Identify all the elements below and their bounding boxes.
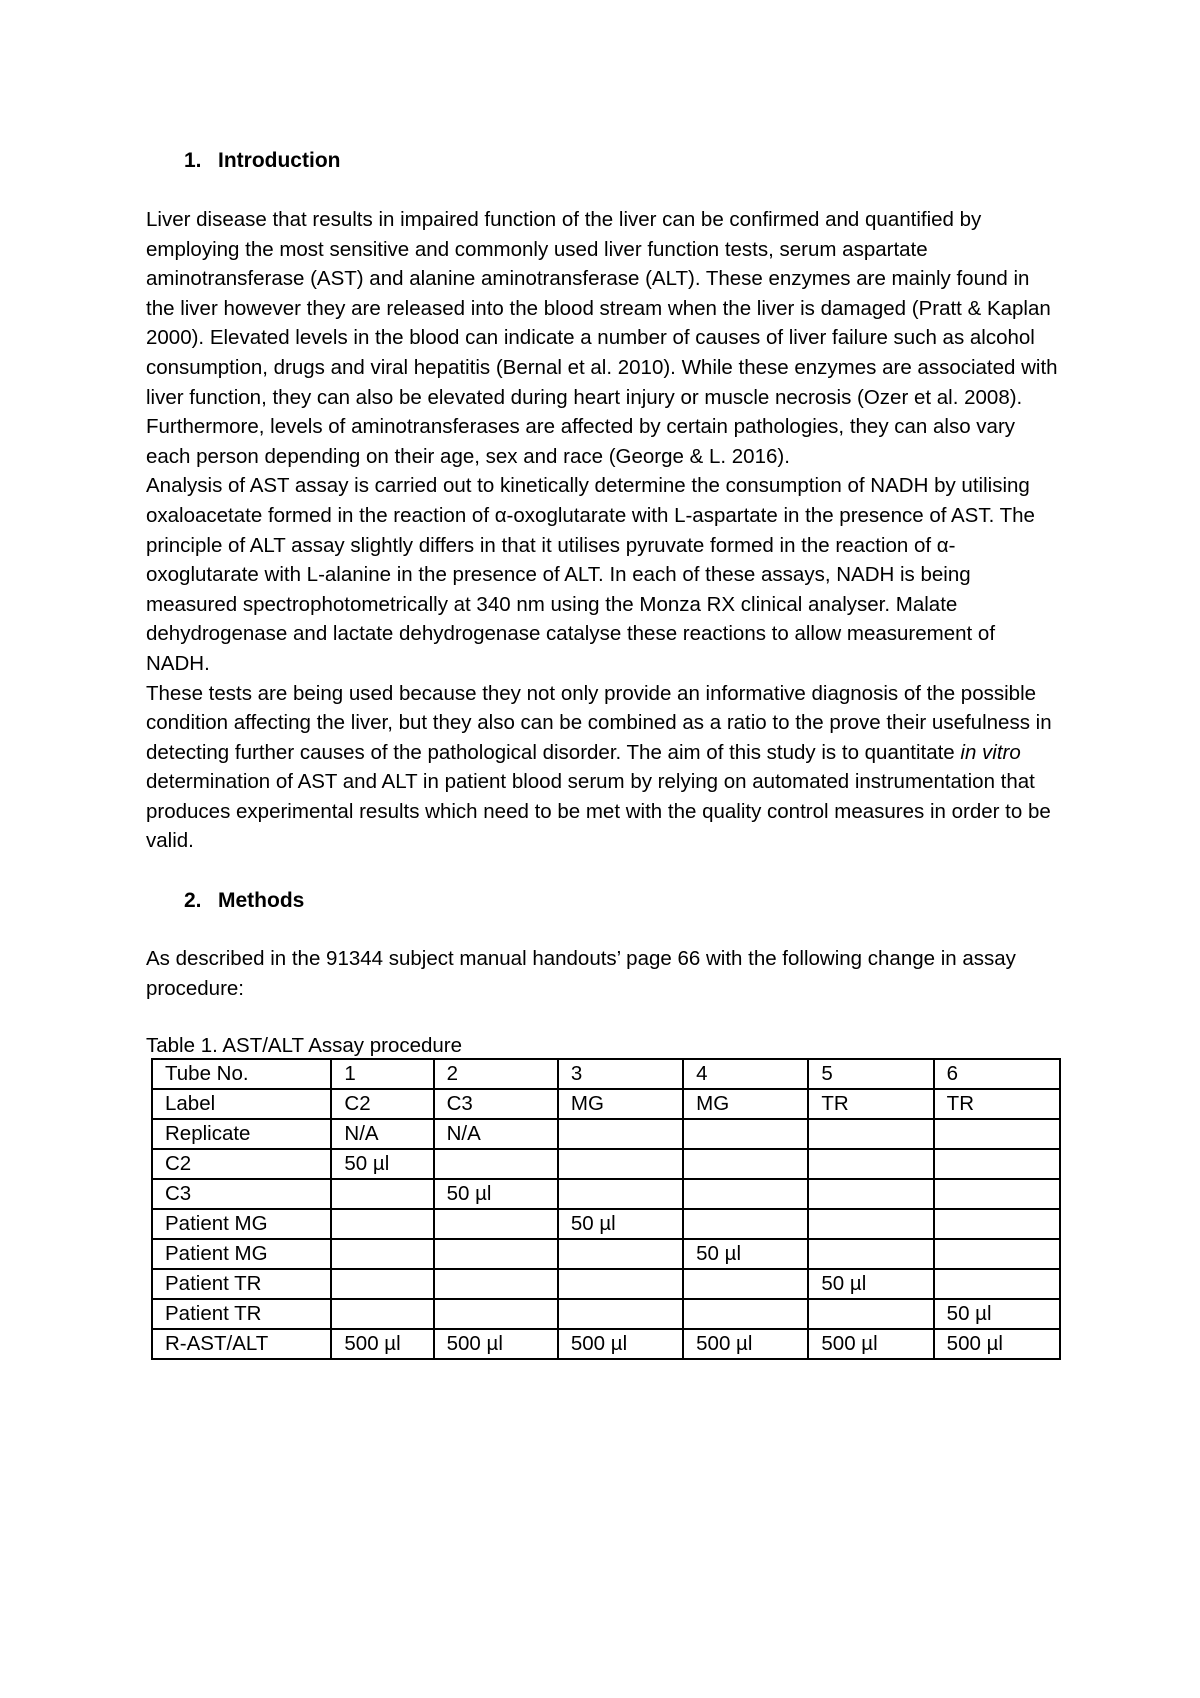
- assay-table-body: [152, 1059, 1060, 1359]
- assay-procedure-table: [151, 1058, 1061, 1360]
- table-cell: [683, 1209, 808, 1239]
- table-row: [152, 1329, 1060, 1359]
- table-cell: 500 µl: [558, 1329, 683, 1359]
- table-cell: [808, 1179, 933, 1209]
- table-cell: [934, 1239, 1060, 1269]
- intro-paragraph-3-part-1: These tests are being used because they not only provide an informative diagnosis of the possible condition affecting the liver, but they also can be combined as a ratio to the prove their usefulness in detecting further causes of the pathological disorder. The aim of this study is to quantitate: [146, 681, 1052, 764]
- table-cell: [331, 1269, 433, 1299]
- table-cell: MG: [683, 1089, 808, 1119]
- table-cell: [434, 1299, 558, 1329]
- table-row: [152, 1119, 1060, 1149]
- table-cell: 50 µl: [683, 1239, 808, 1269]
- table-header-cell: Tube No.: [152, 1059, 331, 1089]
- table-cell: 500 µl: [331, 1329, 433, 1359]
- table-cell: Patient TR: [152, 1269, 331, 1299]
- table-cell: 500 µl: [434, 1329, 558, 1359]
- table-row: [152, 1209, 1060, 1239]
- table-cell: 500 µl: [808, 1329, 933, 1359]
- table-header-cell: 3: [558, 1059, 683, 1089]
- methods-number: 2.: [184, 889, 202, 913]
- table-cell: [683, 1299, 808, 1329]
- table-row: [152, 1179, 1060, 1209]
- table-cell: TR: [934, 1089, 1060, 1119]
- table-cell: [808, 1149, 933, 1179]
- introduction-heading: [146, 146, 1060, 176]
- table-cell: [558, 1269, 683, 1299]
- table-row: [152, 1059, 1060, 1089]
- table-cell: 50 µl: [808, 1269, 933, 1299]
- table-cell: C2: [331, 1089, 433, 1119]
- table-row: [152, 1269, 1060, 1299]
- table-cell: [683, 1149, 808, 1179]
- table-cell: R-AST/ALT: [152, 1329, 331, 1359]
- table-cell: Replicate: [152, 1119, 331, 1149]
- table-cell: 50 µl: [434, 1179, 558, 1209]
- table-cell: [934, 1149, 1060, 1179]
- introduction-title: Introduction: [218, 149, 341, 172]
- table-row: [152, 1089, 1060, 1119]
- table-cell: C2: [152, 1149, 331, 1179]
- table-cell: Label: [152, 1089, 331, 1119]
- methods-heading: [146, 886, 1060, 916]
- table-header-cell: 1: [331, 1059, 433, 1089]
- table-cell: [683, 1179, 808, 1209]
- intro-paragraph-3-italic: in vitro: [960, 740, 1021, 764]
- table-cell: [558, 1299, 683, 1329]
- table-header-cell: 4: [683, 1059, 808, 1089]
- table-cell: [808, 1209, 933, 1239]
- table-cell: [808, 1239, 933, 1269]
- table-cell: [683, 1269, 808, 1299]
- table-cell: [558, 1179, 683, 1209]
- introduction-number: 1.: [184, 149, 202, 172]
- table-cell: [434, 1239, 558, 1269]
- table-cell: [331, 1239, 433, 1269]
- table-cell: N/A: [434, 1119, 558, 1149]
- table-header-cell: 6: [934, 1059, 1060, 1089]
- table-cell: C3: [434, 1089, 558, 1119]
- table-cell: [934, 1179, 1060, 1209]
- methods-title: Methods: [218, 889, 305, 913]
- table-row: [152, 1239, 1060, 1269]
- intro-paragraph-3: [146, 679, 1060, 857]
- table-cell: [434, 1209, 558, 1239]
- table-cell: MG: [558, 1089, 683, 1119]
- table-cell: [434, 1149, 558, 1179]
- intro-paragraph-3-part-2: determination of AST and ALT in patient blood serum by relying on automated instrumentation that produces experimental results which need to be met with the quality control measures in order to be valid.: [146, 770, 1051, 853]
- table-cell: 500 µl: [934, 1329, 1060, 1359]
- table-cell: C3: [152, 1179, 331, 1209]
- intro-paragraph-1: Liver disease that results in impaired function of the liver can be confirmed and quantified by employing the most sensitive and commonly used liver function tests, serum aspartate aminotransferase (AST) and alanine aminotransferase (ALT). These enzymes are mainly found in the liver however they are released into the blood stream when the liver is damaged (Pratt & Kaplan 2000). Elevated levels in the blood can indicate a number of causes of liver failure such as alcohol consumption, drugs and viral hepatitis (Bernal et al. 2010). While these enzymes are associated with liver function, they can also be elevated during heart injury or muscle necrosis (Ozer et al. 2008). Furthermore, levels of aminotransferases are affected by certain pathologies, they can also vary each person depending on their age, sex and race (George & L. 2016).: [146, 208, 1058, 468]
- table-cell: [808, 1119, 933, 1149]
- table-caption: Table 1. AST/ALT Assay procedure: [146, 1034, 463, 1058]
- table-cell: TR: [808, 1089, 933, 1119]
- table-cell: 50 µl: [331, 1149, 433, 1179]
- table-cell: Patient MG: [152, 1239, 331, 1269]
- table-cell: Patient TR: [152, 1299, 331, 1329]
- table-cell: 50 µl: [934, 1299, 1060, 1329]
- table-cell: N/A: [331, 1119, 433, 1149]
- table-cell: [808, 1299, 933, 1329]
- table-cell: 500 µl: [683, 1329, 808, 1359]
- table-cell: [934, 1209, 1060, 1239]
- table-row: [152, 1149, 1060, 1179]
- table-cell: 50 µl: [558, 1209, 683, 1239]
- intro-paragraph-2: Analysis of AST assay is carried out to kinetically determine the consumption of NADH by utilising oxaloacetate formed in the reaction of α-oxoglutarate with L-aspartate in the presence of AST. The principle of ALT assay slightly differs in that it utilises pyruvate formed in the reaction of α-oxoglutarate with L-alanine in the presence of ALT. In each of these assays, NADH is being measured spectrophotometrically at 340 nm using the Monza RX clinical analyser. Malate dehydrogenase and lactate dehydrogenase catalyse these reactions to allow measurement of NADH.: [146, 474, 1035, 675]
- methods-paragraph: As described in the 91344 subject manual handouts’ page 66 with the following change in assay procedure:: [146, 947, 1016, 1000]
- table-cell: [558, 1239, 683, 1269]
- table-cell: [558, 1119, 683, 1149]
- table-header-cell: 2: [434, 1059, 558, 1089]
- table-cell: Patient MG: [152, 1209, 331, 1239]
- table-cell: [558, 1149, 683, 1179]
- table-cell: [331, 1179, 433, 1209]
- table-cell: [331, 1299, 433, 1329]
- table-header-cell: 5: [808, 1059, 933, 1089]
- table-cell: [331, 1209, 433, 1239]
- table-cell: [434, 1269, 558, 1299]
- table-cell: [683, 1119, 808, 1149]
- table-cell: [934, 1269, 1060, 1299]
- table-cell: [934, 1119, 1060, 1149]
- table-row: [152, 1299, 1060, 1329]
